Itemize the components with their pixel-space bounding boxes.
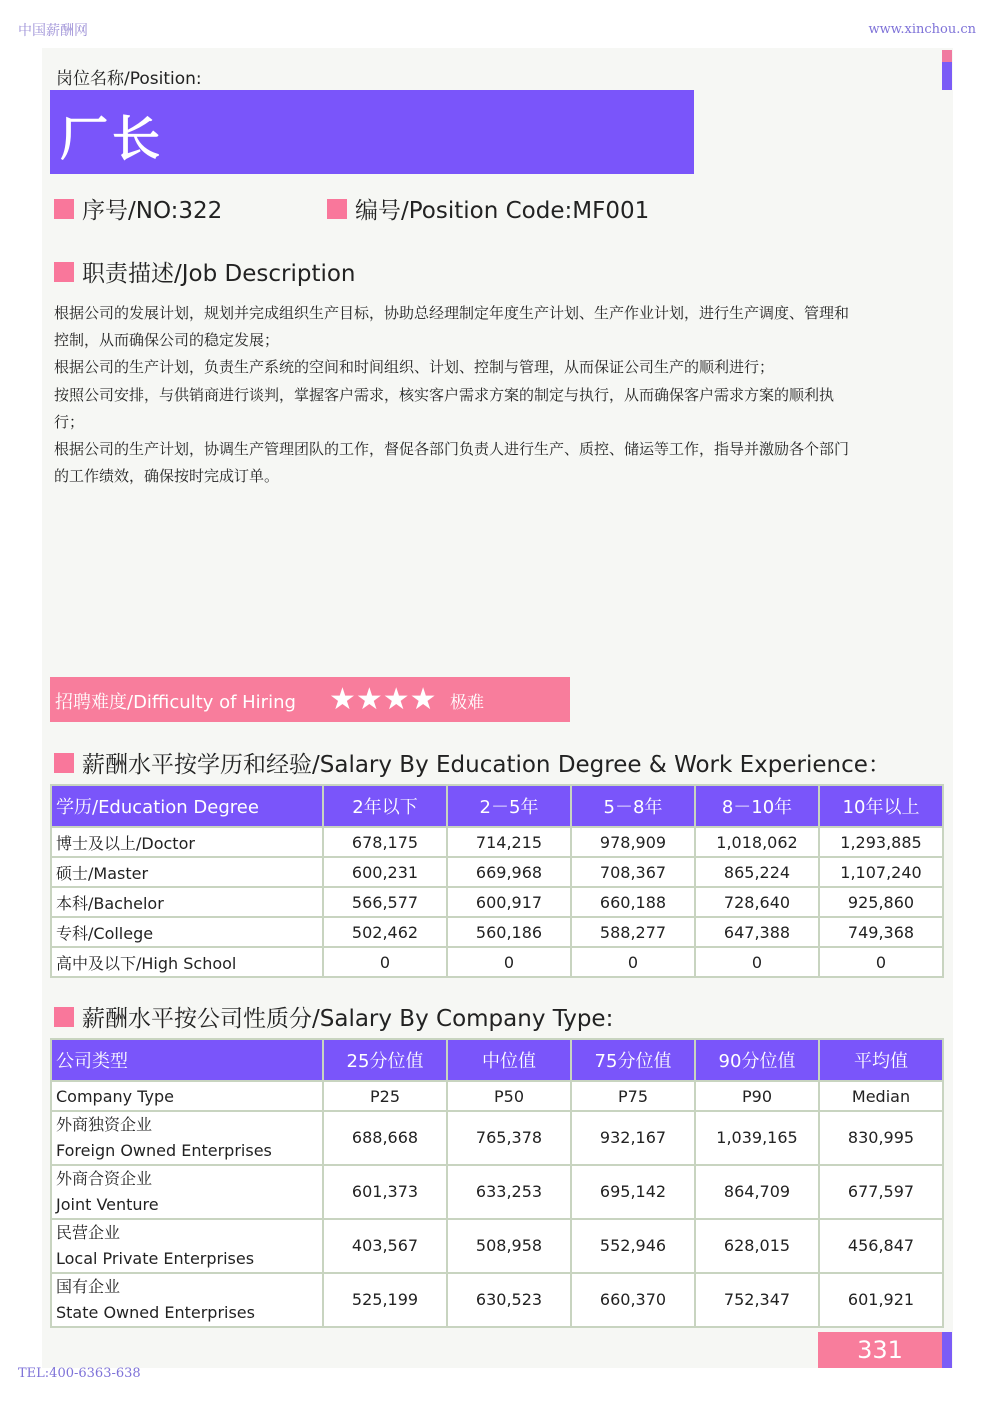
salary-education-heading: [54, 746, 891, 779]
hiring-difficulty-label: 招聘难度/Difficulty of Hiring: [55, 692, 296, 713]
table-cell: 1,018,062: [695, 827, 819, 857]
table-cell: P75: [571, 1081, 695, 1111]
table-cell: 525,199: [323, 1273, 447, 1327]
job-description-line: 行；: [54, 412, 85, 431]
table-header-row: [51, 1039, 943, 1081]
position-title-box: [50, 90, 694, 174]
table-cell: 633,253: [447, 1165, 571, 1219]
row-label-en: Local Private Enterprises: [56, 1249, 255, 1268]
position-label: 岗位名称/Position:: [56, 69, 202, 89]
table-cell: 932,167: [571, 1111, 695, 1165]
table-cell: 560,186: [447, 917, 571, 947]
table-cell: 1,039,165: [695, 1111, 819, 1165]
row-label: 硕士/Master: [51, 857, 323, 887]
serial-number: [54, 192, 222, 225]
table-cell: 688,668: [323, 1111, 447, 1165]
contact-phone: TEL:400-6363-638: [18, 1366, 141, 1381]
table-row: [51, 1219, 943, 1273]
column-header: 公司类型: [51, 1039, 323, 1081]
column-header: 90分位值: [695, 1039, 819, 1081]
column-header: 5－8年: [571, 785, 695, 827]
brand-name: 中国薪酬网: [18, 23, 88, 39]
table-cell: 1,107,240: [819, 857, 943, 887]
row-label: 博士及以上/Doctor: [51, 827, 323, 857]
bullet-square-icon: [54, 199, 74, 219]
table-row: [51, 947, 943, 977]
table-cell: 978,909: [571, 827, 695, 857]
salary-company-heading: [54, 1000, 613, 1033]
hiring-difficulty-banner: [50, 677, 570, 722]
table-cell: 865,224: [695, 857, 819, 887]
table-cell: 660,188: [571, 887, 695, 917]
salary-company-heading-text: 薪酬水平按公司性质分/Salary By Company Type:: [82, 1006, 614, 1032]
column-header: 中位值: [447, 1039, 571, 1081]
column-header: 75分位值: [571, 1039, 695, 1081]
position-code-text: 编号/Position Code:MF001: [355, 198, 650, 224]
table-row: [51, 1273, 943, 1327]
row-label: [51, 1165, 323, 1219]
column-header: 2年以下: [323, 785, 447, 827]
site-url[interactable]: www.xinchou.cn: [868, 22, 976, 37]
table-row: [51, 917, 943, 947]
column-header: 10年以上: [819, 785, 943, 827]
job-description-line: 按照公司安排，与供销商进行谈判，掌握客户需求，核实客户需求方案的制定与执行，从而确保客户需求方案的顺利执: [54, 385, 835, 404]
table-subheader-row: [51, 1081, 943, 1111]
row-label-en: Joint Venture: [56, 1195, 159, 1214]
table-cell: 630,523: [447, 1273, 571, 1327]
table-cell: 749,368: [819, 917, 943, 947]
salary-company-table: [50, 1038, 944, 1328]
row-label: 专科/College: [51, 917, 323, 947]
table-cell: P90: [695, 1081, 819, 1111]
table-cell: 708,367: [571, 857, 695, 887]
job-description-line: 根据公司的生产计划，协调生产管理团队的工作，督促各部门负责人进行生产、质控、储运等工作，指导并激励各个部门: [54, 440, 850, 459]
job-description-line: 根据公司的发展计划，规划并完成组织生产目标，协助总经理制定年度生产计划、生产作业计划，进行生产调度、管理和: [54, 304, 850, 322]
row-label-cn: 外商合资企业: [56, 1169, 153, 1188]
table-cell: 765,378: [447, 1111, 571, 1165]
position-title: 厂长: [60, 111, 165, 167]
job-description-heading-text: 职责描述/Job Description: [82, 261, 356, 287]
salary-education-heading-text: 薪酬水平按学历和经验/Salary By Education Degree & Work Experience：: [82, 752, 891, 778]
table-row: [51, 887, 943, 917]
table-cell: 600,917: [447, 887, 571, 917]
table-row: [51, 857, 943, 887]
table-cell: 678,175: [323, 827, 447, 857]
bullet-square-icon: [54, 262, 74, 282]
decorative-bar: [942, 50, 952, 90]
table-row: [51, 827, 943, 857]
table-cell: Median: [819, 1081, 943, 1111]
job-description-line: 控制，从而确保公司的稳定发展；: [54, 331, 280, 350]
column-header: 学历/Education Degree: [51, 785, 323, 827]
table-cell: 752,347: [695, 1273, 819, 1327]
table-cell: 0: [819, 947, 943, 977]
row-label: [51, 1111, 323, 1165]
row-label-en: State Owned Enterprises: [56, 1303, 255, 1322]
salary-education-table: [50, 784, 944, 978]
table-cell: 728,640: [695, 887, 819, 917]
table-cell: 588,277: [571, 917, 695, 947]
table-cell: 925,860: [819, 887, 943, 917]
hiring-difficulty-level: 极难: [450, 693, 484, 713]
row-label-cn: 国有企业: [56, 1277, 121, 1296]
row-label: [51, 1219, 323, 1273]
table-cell: 677,597: [819, 1165, 943, 1219]
table-cell: 552,946: [571, 1219, 695, 1273]
table-cell: 647,388: [695, 917, 819, 947]
job-description-heading: [54, 255, 356, 288]
bullet-square-icon: [54, 1007, 74, 1027]
column-header: 平均值: [819, 1039, 943, 1081]
table-cell: 714,215: [447, 827, 571, 857]
star-rating-icon: ★★★★: [329, 682, 437, 717]
page-number: 331: [818, 1332, 942, 1368]
column-header: 8－10年: [695, 785, 819, 827]
table-cell: 864,709: [695, 1165, 819, 1219]
row-label: 高中及以下/High School: [51, 947, 323, 977]
table-cell: 0: [447, 947, 571, 977]
column-header: 25分位值: [323, 1039, 447, 1081]
table-cell: 669,968: [447, 857, 571, 887]
table-cell: 600,231: [323, 857, 447, 887]
decorative-bar: [942, 1332, 952, 1368]
table-cell: 660,370: [571, 1273, 695, 1327]
row-label-cn: 外商独资企业: [56, 1115, 153, 1134]
position-code: [327, 192, 649, 225]
job-description-line: 的工作绩效，确保按时完成订单。: [54, 467, 280, 486]
table-cell: 0: [571, 947, 695, 977]
table-cell: P25: [323, 1081, 447, 1111]
table-cell: 502,462: [323, 917, 447, 947]
table-cell: 830,995: [819, 1111, 943, 1165]
table-row: [51, 1111, 943, 1165]
row-label-en: Foreign Owned Enterprises: [56, 1141, 272, 1160]
table-cell: 566,577: [323, 887, 447, 917]
job-description-body: [54, 300, 944, 490]
table-cell: 456,847: [819, 1219, 943, 1273]
row-label: [51, 1273, 323, 1327]
table-cell: 0: [323, 947, 447, 977]
table-cell: 695,142: [571, 1165, 695, 1219]
table-row: [51, 1165, 943, 1219]
table-cell: 601,373: [323, 1165, 447, 1219]
table-cell: 508,958: [447, 1219, 571, 1273]
table-cell: 403,567: [323, 1219, 447, 1273]
table-cell: 1,293,885: [819, 827, 943, 857]
row-label: 本科/Bachelor: [51, 887, 323, 917]
table-cell: 0: [695, 947, 819, 977]
serial-number-text: 序号/NO:322: [82, 198, 223, 224]
table-header-row: [51, 785, 943, 827]
row-label: Company Type: [51, 1081, 323, 1111]
table-cell: 601,921: [819, 1273, 943, 1327]
table-cell: 628,015: [695, 1219, 819, 1273]
row-label-cn: 民营企业: [56, 1223, 121, 1242]
bullet-square-icon: [54, 753, 74, 773]
column-header: 2－5年: [447, 785, 571, 827]
table-cell: P50: [447, 1081, 571, 1111]
bullet-square-icon: [327, 199, 347, 219]
job-description-line: 根据公司的生产计划，负责生产系统的空间和时间组织、计划、控制与管理，从而保证公司生产的顺利进行；: [54, 358, 775, 377]
